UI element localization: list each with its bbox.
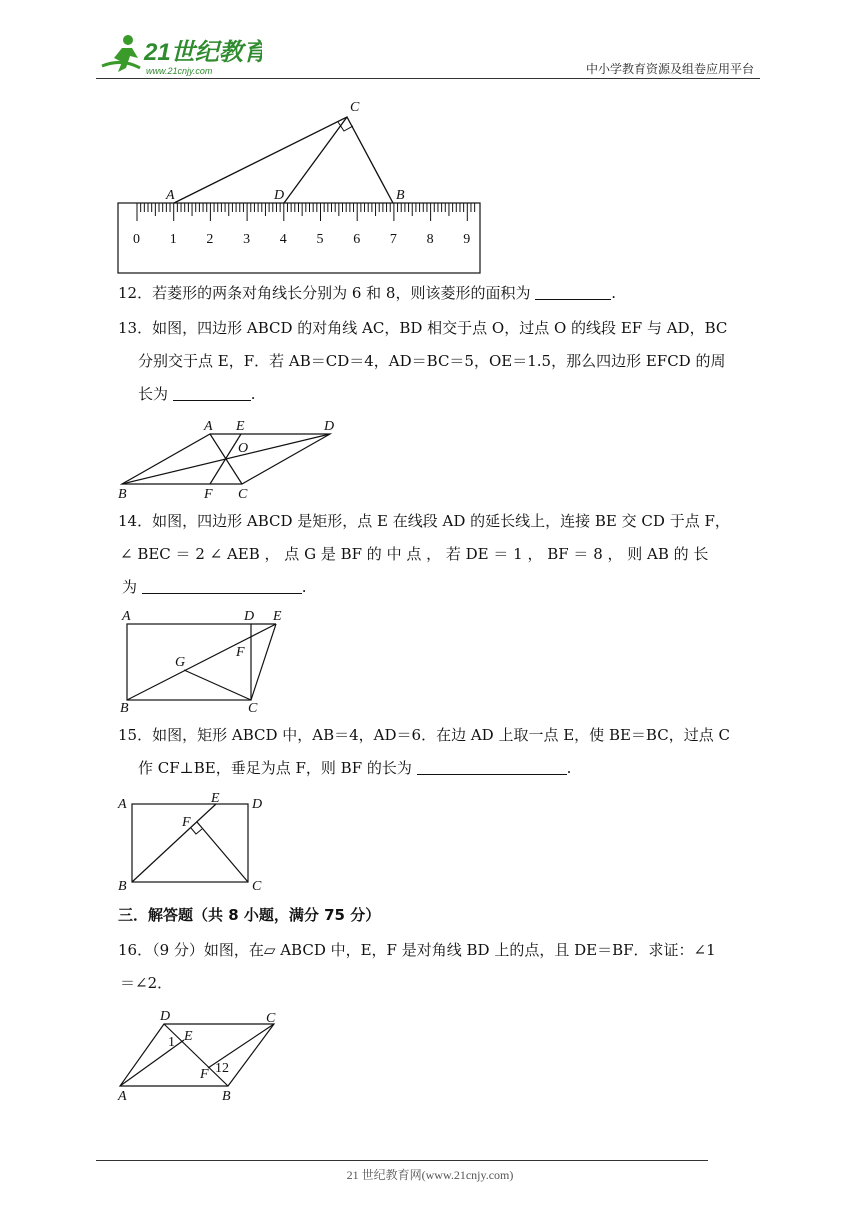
- q15-answer-blank[interactable]: [417, 756, 567, 775]
- q16-label-d: D: [160, 1009, 171, 1024]
- ruler-number: 7: [389, 232, 397, 247]
- ruler-number: 3: [243, 232, 251, 247]
- q12-tail: .: [611, 284, 617, 302]
- q15-label-e: E: [211, 791, 220, 806]
- q13-label-b: B: [118, 487, 127, 502]
- q12-text: 12．若菱形的两条对角线长分别为 6 和 8，则该菱形的面积为: [118, 284, 536, 302]
- rectangle-figure-14: [112, 604, 292, 716]
- q13-line2: 分别交于点 E，F．若 AB＝CD＝4，AD＝BC＝5，OE＝1.5，那么四边形 EFCD 的周: [138, 352, 726, 370]
- label-a: A: [166, 188, 175, 203]
- q14-label-a: A: [122, 609, 131, 624]
- q13-label-a: A: [204, 419, 213, 434]
- q12-answer-blank[interactable]: [535, 281, 611, 300]
- question-14: [118, 505, 768, 604]
- q15-line1: 15．如图，矩形 ABCD 中，AB＝4，AD＝6．在边 AD 上取一点 E，使 BE＝BC，过点 C: [118, 726, 730, 744]
- label-d: D: [274, 188, 285, 203]
- ruler-number: 6: [353, 232, 361, 247]
- ruler-number: 8: [426, 232, 434, 247]
- q13-answer-blank[interactable]: [173, 382, 251, 401]
- parallelogram-figure-16: [112, 1006, 292, 1106]
- q15-label-f: F: [182, 815, 191, 830]
- ruler-number: 5: [316, 232, 324, 247]
- q16-line1: 16．（9 分）如图，在▱ ABCD 中，E，F 是对角线 BD 上的点，且 DE＝BF．求证：∠1: [118, 941, 716, 959]
- q15-label-a: A: [118, 797, 127, 812]
- q14-line1: 14．如图，四边形 ABCD 是矩形，点 E 在线段 AD 的延长线上，连接 BE 交 CD 于点 F，: [118, 512, 730, 530]
- ruler-number: 1: [169, 232, 177, 247]
- q15-tail: .: [566, 759, 572, 777]
- q14-label-c: C: [248, 701, 258, 716]
- ruler-number: 0: [133, 232, 140, 247]
- site-logo: [92, 28, 262, 80]
- q14-label-e: E: [273, 609, 282, 624]
- q13-tail: .: [250, 385, 256, 403]
- q16-label-angle1: 1: [168, 1035, 175, 1050]
- question-15: [118, 719, 768, 785]
- parallelogram-figure-13: [112, 414, 342, 504]
- q16-label-angle2: 12: [215, 1061, 229, 1076]
- q16-line2: ＝∠2．: [120, 974, 173, 992]
- question-13: [118, 312, 768, 411]
- q13-label-d: D: [324, 419, 335, 434]
- q13-label-o: O: [238, 441, 249, 456]
- question-16: [118, 934, 768, 1000]
- q15-label-d: D: [252, 797, 263, 812]
- q15-label-c: C: [252, 879, 262, 894]
- q16-label-b: B: [222, 1089, 231, 1104]
- q14-line3: 为: [122, 578, 142, 596]
- q14-label-b: B: [120, 701, 129, 716]
- ruler-number: 2: [206, 232, 214, 247]
- label-c: C: [350, 100, 360, 115]
- label-b: B: [396, 188, 405, 203]
- q13-label-e: E: [236, 419, 245, 434]
- ruler-triangle-figure: [110, 95, 490, 280]
- q14-tail: .: [301, 578, 307, 596]
- header-divider: [96, 78, 760, 79]
- q16-label-e: E: [184, 1029, 193, 1044]
- footer-text: 21 世纪教育网(www.21cnjy.com): [346, 1168, 514, 1182]
- q13-label-f: F: [204, 487, 213, 502]
- logo-url: www.21cnjy.com: [146, 66, 213, 76]
- q13-line1: 13．如图，四边形 ABCD 的对角线 AC，BD 相交于点 O，过点 O 的线段 EF 与 AD，BC: [118, 319, 728, 337]
- platform-name: 中小学教育资源及组卷应用平台: [585, 62, 754, 76]
- q13-line3: 长为: [138, 385, 173, 403]
- q16-label-a: A: [118, 1089, 127, 1104]
- rectangle-figure-15: [112, 790, 272, 894]
- footer-divider: [96, 1160, 708, 1161]
- q14-label-g: G: [175, 655, 186, 670]
- question-12: [118, 277, 616, 310]
- q15-line2: 作 CF⊥BE，垂足为点 F，则 BF 的长为: [138, 759, 417, 777]
- q16-label-c: C: [266, 1011, 276, 1026]
- q14-label-d: D: [244, 609, 255, 624]
- q14-line2: ∠ BEC ＝ 2 ∠ AEB ， 点 G 是 BF 的 中 点 ， 若 DE ＝ 1 ， BF ＝ 8 ， 则 AB 的 长: [120, 545, 709, 563]
- ruler-number: 9: [463, 232, 471, 247]
- ruler-number: 4: [279, 232, 287, 247]
- section-3-title: 三．解答题（共 8 小题，满分 75 分）: [118, 906, 381, 924]
- logo-wordmark: 21世纪教育: [144, 39, 262, 66]
- q14-label-f: F: [236, 645, 245, 660]
- q13-label-c: C: [238, 487, 248, 502]
- q15-label-b: B: [118, 879, 127, 894]
- q14-answer-blank[interactable]: [142, 575, 302, 594]
- q16-label-f: F: [200, 1067, 209, 1082]
